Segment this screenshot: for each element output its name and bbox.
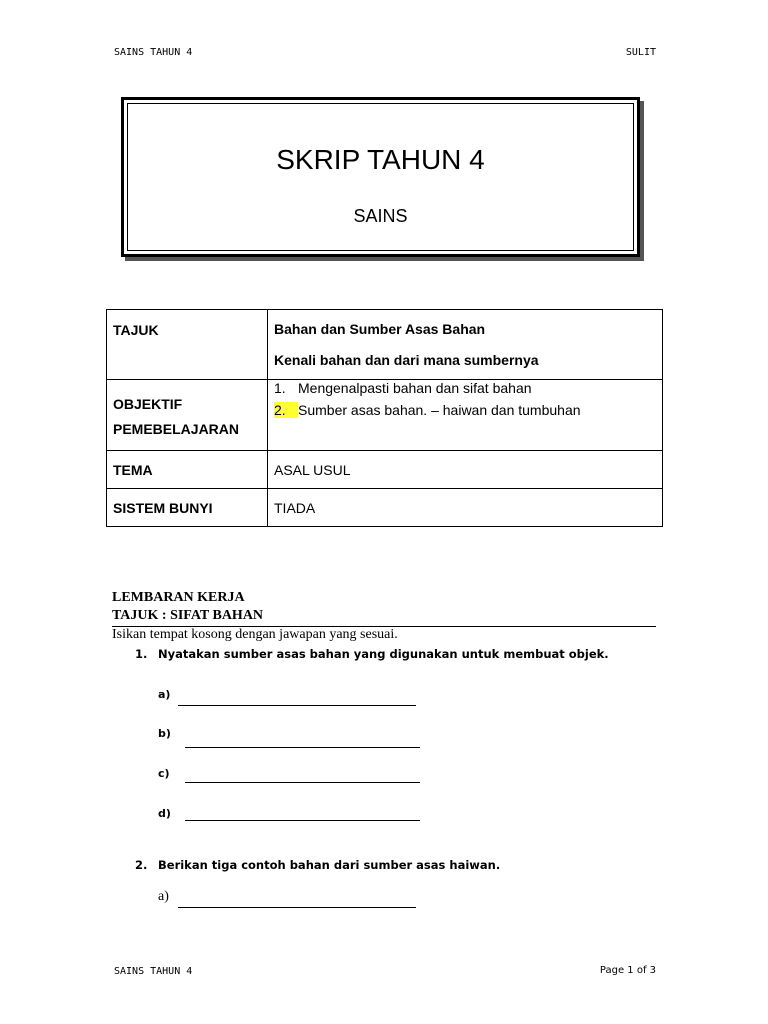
title-box-inner-border	[127, 103, 634, 251]
q1-answer-a-label: a)	[158, 688, 171, 701]
q1-answer-c-line[interactable]	[185, 782, 420, 783]
question-1-text: Nyatakan sumber asas bahan yang digunakan untuk membuat objek.	[158, 647, 609, 661]
row-tema	[107, 451, 663, 489]
row-objektif	[107, 380, 663, 451]
question-1-number: 1.	[135, 647, 148, 661]
footer-left: SAINS TAHUN 4	[114, 966, 193, 977]
question-2-number: 2.	[135, 858, 148, 872]
objektif-value	[268, 380, 663, 451]
objektif-item-1	[274, 380, 656, 396]
objektif-item-2	[274, 402, 656, 418]
objektif-label-line-1: OBJEKTIF	[113, 396, 183, 412]
objektif-label-line-2: PEMEBELAJARAN	[113, 421, 240, 437]
worksheet-heading: LEMBARAN KERJA	[112, 590, 245, 605]
objektif-item-1-number: 1.	[274, 380, 286, 396]
document-subtitle: SAINS	[353, 206, 408, 226]
q1-answer-d-label: d)	[158, 807, 171, 820]
q1-answer-a-line[interactable]	[178, 705, 416, 706]
row-sistem-bunyi	[107, 489, 663, 527]
q1-answer-c-label: c)	[158, 767, 170, 780]
lesson-info-table	[106, 309, 663, 527]
q1-answer-b-line[interactable]	[185, 747, 420, 748]
header-left: SAINS TAHUN 4	[114, 47, 193, 58]
tema-label: TEMA	[107, 451, 268, 489]
worksheet-instruction: Isikan tempat kosong dengan jawapan yang sesuai.	[112, 627, 398, 642]
sistem-bunyi-label: SISTEM BUNYI	[107, 489, 268, 527]
page-number: Page 1 of 3	[599, 965, 656, 976]
title-box	[121, 97, 640, 257]
objektif-item-1-text: Mengenalpasti bahan dan sifat bahan	[298, 380, 532, 396]
q2-answer-a-label: a)	[158, 889, 169, 904]
tajuk-value	[268, 310, 663, 380]
tema-value: ASAL USUL	[268, 451, 663, 489]
objektif-label	[107, 380, 268, 451]
q1-answer-d-line[interactable]	[185, 820, 420, 821]
objektif-item-2-text: Sumber asas bahan. – haiwan dan tumbuhan	[298, 402, 581, 418]
worksheet-topic: TAJUK : SIFAT BAHAN	[112, 608, 264, 623]
objektif-item-2-number: 2.	[274, 402, 298, 418]
document-title: SKRIP TAHUN 4	[276, 144, 485, 175]
question-2-text: Berikan tiga contoh bahan dari sumber asas haiwan.	[158, 858, 501, 872]
tajuk-line-2: Kenali bahan dan dari mana sumbernya	[274, 352, 539, 368]
row-tajuk	[107, 310, 663, 380]
sistem-bunyi-value: TIADA	[268, 489, 663, 527]
tajuk-label: TAJUK	[107, 310, 268, 380]
q2-answer-a-line[interactable]	[178, 907, 416, 908]
header-right: SULIT	[625, 47, 656, 58]
q1-answer-b-label: b)	[158, 727, 171, 740]
tajuk-line-1: Bahan dan Sumber Asas Bahan	[274, 321, 486, 337]
